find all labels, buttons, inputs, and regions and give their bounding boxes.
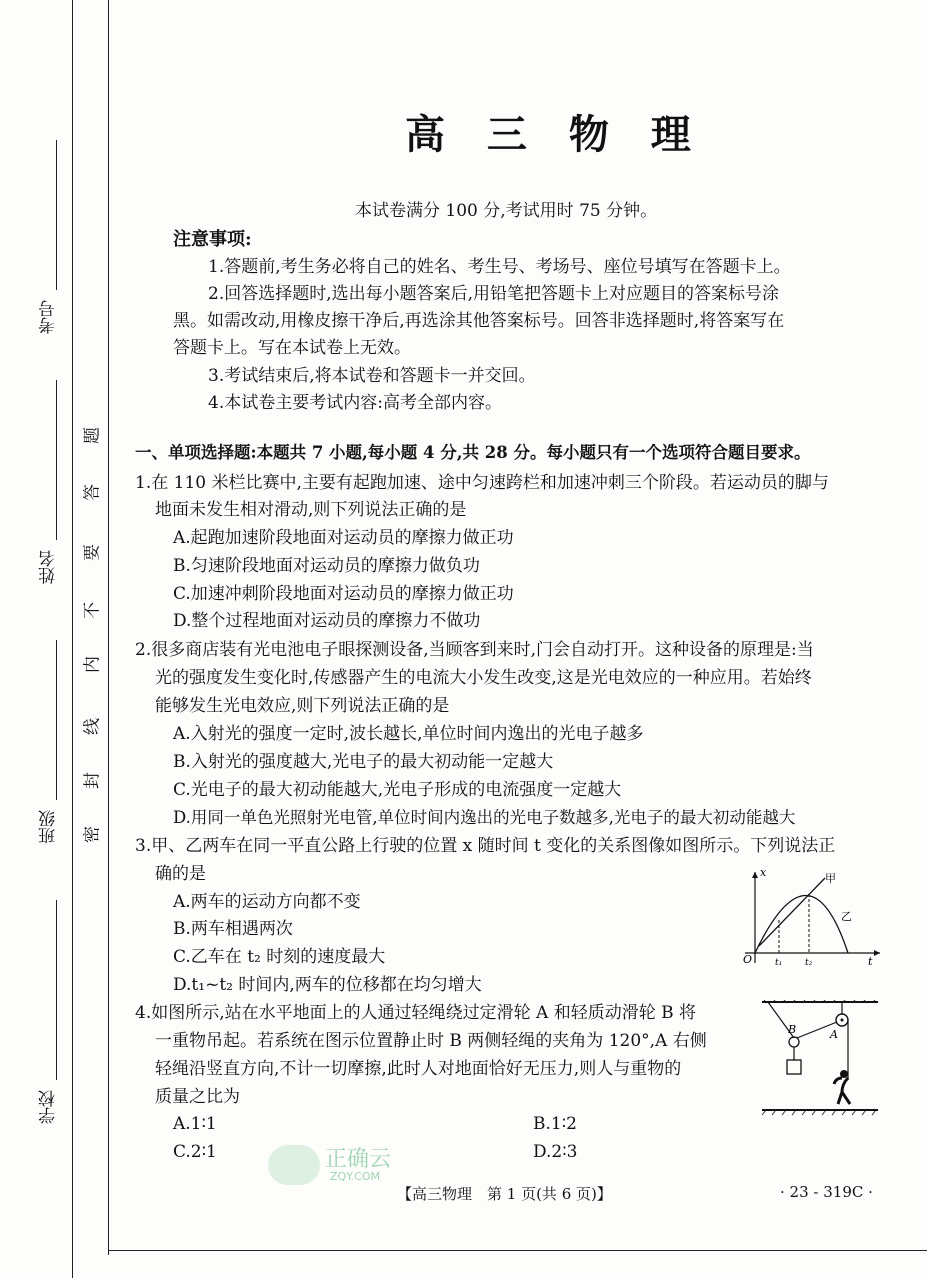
note-line: 答题卡上。写在本试卷上无效。 [173, 338, 411, 358]
q2-stem: 光的强度发生变化时,传感器产生的电流大小发生改变,这是光电效应的一种应用。若始终 [155, 668, 812, 688]
pulley-label-a: A [830, 1028, 838, 1041]
watermark-brand: 正确云 [325, 1147, 392, 1172]
page-title: 高 三 物 理 [405, 111, 705, 158]
q2-option-a: A.入射光的强度一定时,波长越长,单位时间内逸出的光电子越多 [173, 724, 644, 744]
q3-stem: 确的是 [155, 864, 206, 884]
seal-char: 密 [82, 826, 103, 843]
fill-line-xuexiao [56, 900, 57, 1080]
label-kaohao: 考号 [39, 300, 59, 334]
seal-warning [78, 0, 102, 1278]
fill-line-banji [56, 640, 57, 800]
q3-option-d: D.t₁~t₂ 时间内,两车的位移都在均匀增大 [173, 975, 482, 995]
seal-char: 要 [82, 544, 103, 561]
q3-xt-graph [735, 868, 885, 968]
section-heading: 一、单项选择题:本题共 7 小题,每小题 4 分,共 28 分。每小题只有一个选项符合题目要求。 [135, 443, 811, 462]
graph-y-axis-label: x [760, 868, 767, 879]
q4-stem: 4.如图所示,站在水平地面上的人通过轻绳绕过定滑轮 A 和轻质动滑轮 B 将 [135, 1003, 697, 1023]
q1-stem: 地面未发生相对滑动,则下列说法正确的是 [155, 500, 467, 520]
seal-char: 封 [82, 772, 103, 789]
label-xingming: 姓名 [39, 550, 59, 584]
graph-t2-label: t₂ [805, 958, 813, 968]
q4-pulley-figure [760, 1000, 880, 1120]
q1-stem: 1.在 110 米栏比赛中,主要有起跑加速、途中匀速跨栏和加速冲刺三个阶段。若运动员的脚与 [135, 473, 829, 493]
graph-yi-label: 乙 [841, 910, 852, 923]
q3-option-a: A.两车的运动方向都不变 [173, 892, 361, 912]
q4-option-a: A.1∶1 [173, 1114, 217, 1134]
graph-x-axis-label: t [868, 955, 873, 968]
seal-char: 不 [82, 602, 103, 619]
q3-stem: 3.甲、乙两车在同一平直公路上行驶的位置 x 随时间 t 变化的关系图像如图所示。下列说法正 [135, 836, 836, 856]
fill-line-kaohao [56, 140, 57, 290]
binding-line-inner [108, 0, 109, 1255]
label-banji: 班级 [39, 810, 59, 844]
note-line: 2.回答选择题时,选出每小题答案后,用铅笔把答题卡上对应题目的答案标号涂 [208, 284, 780, 304]
seal-char: 线 [82, 718, 103, 735]
watermark-domain: ZQY.COM [330, 1170, 381, 1183]
binding-line-outer [72, 0, 73, 1278]
q1-option-c: C.加速冲刺阶段地面对运动员的摩擦力做正功 [173, 584, 514, 604]
pulley-label-b: B [788, 1023, 797, 1036]
graph-t1-label: t₁ [775, 958, 783, 968]
q4-stem: 轻绳沿竖直方向,不计一切摩擦,此时人对地面恰好无压力,则人与重物的 [155, 1059, 682, 1079]
fill-line-xingming [56, 380, 57, 540]
q4-option-c: C.2∶1 [173, 1142, 217, 1162]
note-line: 3.考试结束后,将本试卷和答题卡一并交回。 [208, 366, 536, 386]
exam-code: · 23 - 319C · [780, 1183, 873, 1201]
q3-option-c: C.乙车在 t₂ 时刻的速度最大 [173, 947, 386, 967]
q2-stem: 能够发生光电效应,则下列说法正确的是 [155, 696, 450, 716]
q1-option-b: B.匀速阶段地面对运动员的摩擦力做负功 [173, 556, 480, 576]
label-xuexiao: 学校 [39, 1090, 59, 1124]
q3-option-b: B.两车相遇两次 [173, 919, 293, 939]
note-line: 1.答题前,考生务必将自己的姓名、考生号、考场号、座位号填写在答题卡上。 [208, 257, 791, 277]
q1-option-a: A.起跑加速阶段地面对运动员的摩擦力做正功 [173, 528, 514, 548]
note-line: 4.本试卷主要考试内容:高考全部内容。 [208, 393, 502, 413]
q1-option-d: D.整个过程地面对运动员的摩擦力不做功 [173, 611, 481, 631]
page-footer: 【高三物理 第 1 页(共 6 页)】 [397, 1185, 612, 1203]
seal-char: 答 [82, 484, 103, 501]
watermark-logo [268, 1145, 320, 1185]
q2-option-b: B.入射光的强度越大,光电子的最大初动能一定越大 [173, 752, 554, 772]
q4-stem: 一重物吊起。若系统在图示位置静止时 B 两侧轻绳的夹角为 120°,A 右侧 [155, 1031, 707, 1051]
q4-option-b: B.1∶2 [533, 1114, 577, 1134]
exam-info: 本试卷满分 100 分,考试用时 75 分钟。 [355, 201, 658, 221]
q2-stem: 2.很多商店装有光电池电子眼探测设备,当顾客到来时,门会自动打开。这种设备的原理是:当 [135, 640, 814, 660]
q2-option-d: D.用同一单色光照射光电管,单位时间内逸出的光电子数越多,光电子的最大初动能越大 [173, 808, 796, 827]
q2-option-c: C.光电子的最大初动能越大,光电子形成的电流强度一定越大 [173, 780, 622, 800]
note-line: 黑。如需改动,用橡皮擦干净后,再选涂其他答案标号。回答非选择题时,将答案写在 [173, 311, 785, 331]
graph-origin: O [743, 953, 753, 966]
seal-char: 内 [82, 656, 103, 673]
q4-option-d: D.2∶3 [533, 1142, 578, 1162]
notes-heading: 注意事项: [173, 229, 252, 250]
bottom-rule [108, 1250, 927, 1251]
graph-jia-label: 甲 [825, 872, 836, 885]
q4-stem: 质量之比为 [155, 1087, 240, 1107]
seal-char: 题 [82, 427, 103, 444]
